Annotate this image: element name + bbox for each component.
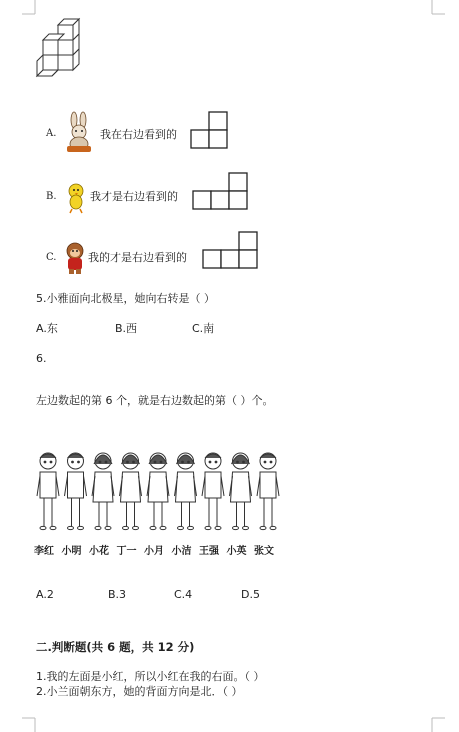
q5-stem: 5.小雅面向北极星，她向右转是（ ） — [36, 292, 215, 305]
option-a-letter: A. — [46, 128, 57, 139]
monkey-icon — [62, 241, 88, 275]
child-figure — [230, 453, 252, 530]
child-name-label: 张文 — [254, 546, 274, 557]
child-figure — [37, 453, 59, 530]
child-name-label: 小洁 — [171, 546, 192, 557]
option-a-text: 我在右边看到的 — [100, 128, 177, 141]
option-a-view-grid — [190, 111, 230, 151]
child-figure — [120, 453, 142, 530]
q6-choice-c: C.4 — [174, 588, 193, 601]
option-c-letter: C. — [46, 252, 57, 263]
chick-icon — [64, 182, 88, 214]
section-2-item-2: 2.小兰面朝东方，她的背面方向是北．（ ） — [36, 685, 243, 698]
q6-number: 6. — [36, 352, 47, 365]
q6-stem: 左边数起的第 6 个，就是右边数起的第（ ）个。 — [36, 394, 274, 407]
q6-choice-b: B.3 — [108, 588, 127, 601]
child-figure — [257, 453, 279, 530]
option-b-letter: B. — [46, 191, 57, 202]
child-name-label: 丁一 — [116, 546, 137, 557]
cube-stack-figure — [33, 15, 93, 85]
child-name-label: 小英 — [226, 546, 247, 557]
child-figure — [175, 453, 197, 530]
option-b-text: 我才是右边看到的 — [90, 190, 178, 203]
children-lineup-illustration — [36, 450, 286, 532]
child-name-label: 王强 — [199, 546, 219, 557]
child-name-label: 小明 — [61, 546, 82, 557]
q6-choice-a: A.2 — [36, 588, 54, 601]
q5-choice-a: A.东 — [36, 322, 58, 335]
option-c-text: 我的才是右边看到的 — [88, 251, 187, 264]
child-name-label: 李红 — [34, 546, 54, 557]
q5-choice-c: C.南 — [192, 322, 215, 335]
section-2-title: 二.判断题(共 6 题，共 12 分) — [36, 640, 195, 654]
child-figure — [92, 453, 114, 530]
child-name-label: 小月 — [144, 546, 164, 557]
option-b-view-grid — [192, 172, 252, 214]
child-figure — [65, 453, 87, 530]
q5-choice-b: B.西 — [115, 322, 138, 335]
children-names-row — [34, 542, 288, 557]
rabbit-icon — [63, 112, 95, 154]
option-c-view-grid — [202, 231, 264, 273]
section-2-item-1: 1.我的左面是小红，所以小红在我的右面。（ ） — [36, 670, 265, 683]
q6-choice-d: D.5 — [241, 588, 260, 601]
child-name-label: 小花 — [89, 546, 109, 557]
child-figure — [202, 453, 224, 530]
child-figure — [147, 453, 169, 530]
